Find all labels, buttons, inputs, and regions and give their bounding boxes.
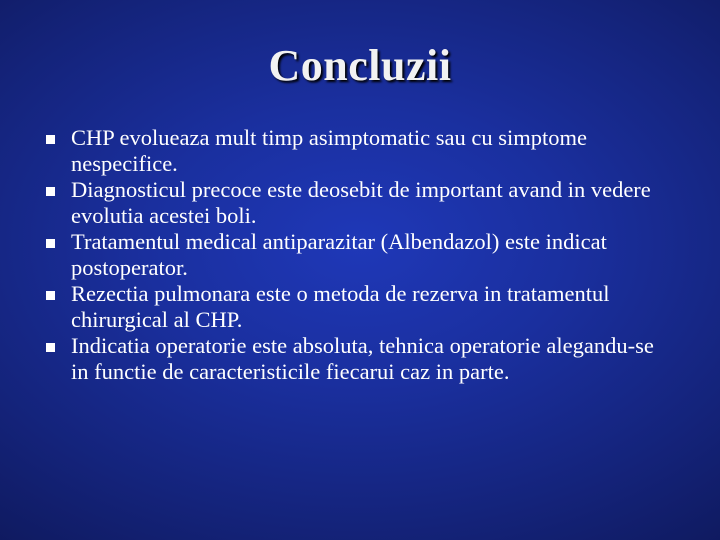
bullet-item [46, 229, 676, 280]
bullet-item [46, 125, 676, 176]
bullet-item [46, 333, 676, 384]
bullet-text: CHP evolueaza mult timp asimptomatic sau cu simptome nespecifice. [71, 125, 587, 176]
slide-title: Concluzii [268, 41, 452, 90]
square-bullet-icon [46, 239, 55, 248]
square-bullet-icon [46, 291, 55, 300]
bullet-item [46, 177, 676, 228]
bullet-item [46, 281, 676, 332]
square-bullet-icon [46, 343, 55, 352]
square-bullet-icon [46, 187, 55, 196]
square-bullet-icon [46, 135, 55, 144]
bullet-text: Indicatia operatorie este absoluta, tehnica operatorie alegandu-se in functie de caracteristicile fiecarui caz in parte. [71, 333, 654, 384]
bullet-text: Rezectia pulmonara este o metoda de rezerva in tratamentul chirurgical al CHP. [71, 281, 610, 332]
bullet-list [46, 125, 676, 385]
bullet-text: Tratamentul medical antiparazitar (Albendazol) este indicat postoperator. [71, 229, 607, 280]
bullet-text: Diagnosticul precoce este deosebit de important avand in vedere evolutia acestei boli. [71, 177, 651, 228]
